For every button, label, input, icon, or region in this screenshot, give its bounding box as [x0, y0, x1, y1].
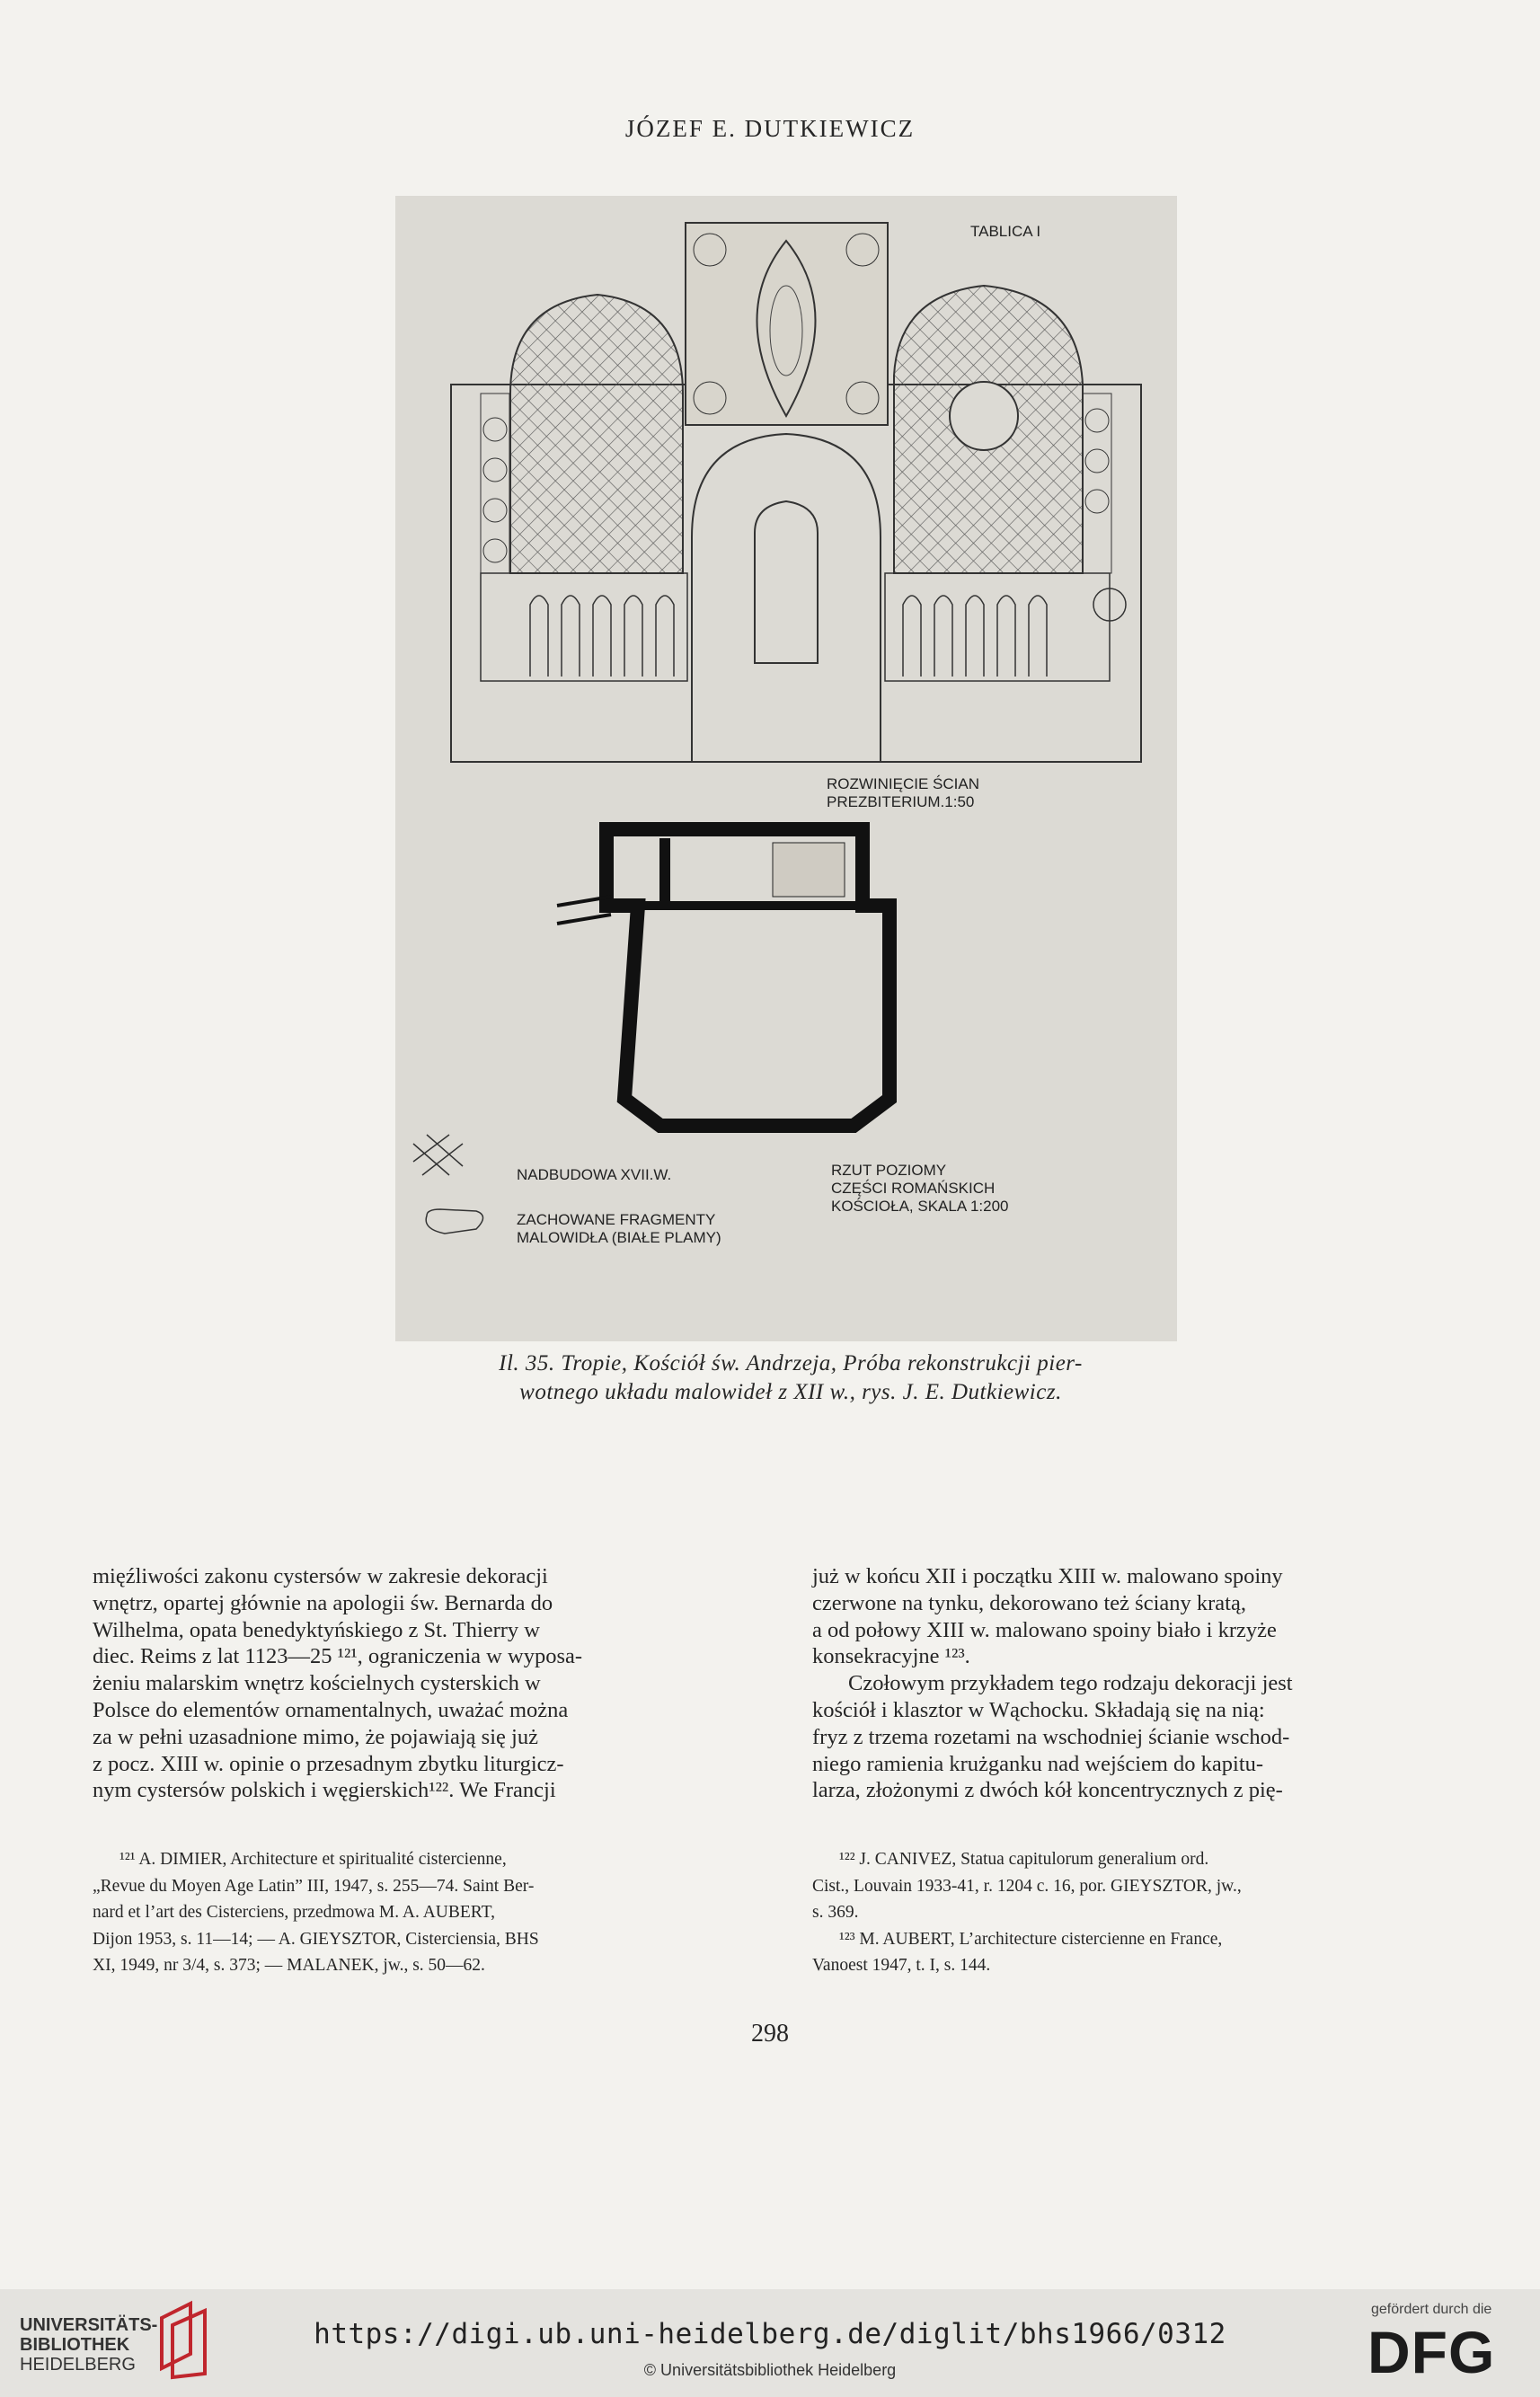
copyright-notice: © Universitätsbibliothek Heidelberg — [643, 2361, 897, 2379]
figure-plate — [395, 196, 1177, 1341]
text-line: Polsce do elementów ornamentalnych, uważać można — [93, 1697, 569, 1722]
caption-line: Il. 35. Tropie, Kościół św. Andrzeja, Próba rekonstrukcji pier- — [499, 1351, 1083, 1375]
text-line: larza, złożonymi z dwóch kół koncentrycznych z pię- — [812, 1778, 1283, 1803]
footnote-line: XI, 1949, nr 3/4, s. 373; — MALANEK, jw., s. 50—62. — [93, 1956, 485, 1975]
text-line: mięźliwości zakonu cystersów w zakresie dekoracji — [93, 1564, 548, 1588]
text-line: fryz z trzema rozetami na wschodniej ścianie wschod- — [812, 1724, 1290, 1749]
text-line: Wilhelma, opata benedyktyńskiego z St. Thierry w — [93, 1617, 540, 1642]
permalink-url[interactable]: https://digi.ub.uni-heidelberg.de/diglit/bhs1966/0312 — [314, 2318, 1226, 2350]
rose-window — [950, 382, 1018, 450]
text-line: a od połowy XIII w. malowano spoiny biało i krzyże — [812, 1617, 1277, 1642]
dfg-logo: DFG — [1367, 2319, 1496, 2385]
footnote-line: ¹²¹ A. DIMIER, Architecture et spiritualité cistercienne, — [119, 1850, 507, 1869]
legend-1: NADBUDOWA XVII.W. — [517, 1166, 672, 1183]
text-line: za w pełni uzasadnione mimo, że pojawiają się już — [93, 1724, 538, 1749]
footnote-line: Cist., Louvain 1933-41, r. 1204 c. 16, por. GIEYSZTOR, jw., — [812, 1876, 1242, 1896]
majestas-panel — [686, 223, 888, 425]
library-name-3: HEIDELBERG — [20, 2355, 136, 2375]
elevation-label-2: PREZBITERIUM.1:50 — [827, 793, 975, 810]
running-header: JÓZEF E. DUTKIEWICZ — [624, 115, 916, 142]
page-number: 298 — [751, 2020, 789, 2048]
legend-blob-swatch — [426, 1209, 482, 1234]
text-line: z pocz. XIII w. opinie o przesadnym zbytku liturgicz- — [93, 1751, 564, 1776]
footnote-line: s. 369. — [812, 1903, 859, 1922]
footnote-line: „Revue du Moyen Age Latin” III, 1947, s. 255—74. Saint Ber- — [93, 1876, 535, 1896]
footnotes-right — [812, 1846, 1495, 1979]
text-line: już w końcu XII i początku XIII w. malowano spoiny — [812, 1564, 1283, 1588]
left-column — [93, 1563, 771, 1804]
plan-label-3: KOŚCIOŁA, SKALA 1:200 — [831, 1198, 1009, 1215]
right-column — [812, 1563, 1495, 1804]
library-name-1: UNIVERSITÄTS- — [20, 2315, 158, 2335]
legend-2b: MALOWIDŁA (BIAŁE PLAMY) — [517, 1229, 721, 1246]
footnote-line: nard et l’art des Cisterciens, przedmowa M. A. AUBERT, — [93, 1903, 495, 1922]
left-vault — [510, 295, 683, 573]
text-line: kościół i klasztor w Wąchocku. Składają się na nią: — [812, 1697, 1265, 1722]
footnote-line: ¹²² J. CANIVEZ, Statua capitulorum generalium ord. — [839, 1850, 1209, 1869]
text-line: Czołowym przykładem tego rodzaju dekoracji jest — [848, 1671, 1293, 1696]
text-line: konsekracyjne ¹²³. — [812, 1644, 970, 1669]
elevation-label-1: ROZWINIĘCIE ŚCIAN — [827, 775, 980, 792]
reconstruction-drawing — [395, 196, 1177, 1341]
plan-label-1: RZUT POZIOMY — [831, 1162, 947, 1179]
caption-line: wotnego układu malowideł z XII w., rys. J. E. Dutkiewicz. — [519, 1380, 1062, 1404]
central-arch — [692, 434, 881, 762]
text-line: żeniu malarskim wnętrz kościelnych cysterskich w — [93, 1671, 541, 1696]
footnotes-left — [93, 1846, 771, 1979]
plate-title: TABLICA I — [970, 223, 1041, 240]
footnote-line: ¹²³ M. AUBERT, L’architecture cistercienne en France, — [839, 1929, 1223, 1949]
library-name-2: BIBLIOTHEK — [20, 2335, 130, 2355]
footnote-line: Dijon 1953, s. 11—14; — A. GIEYSZTOR, Cisterciensia, BHS — [93, 1929, 539, 1949]
legend-hatch-swatch — [413, 1135, 463, 1175]
text-line: niego ramienia krużganku nad wejściem do kapitu- — [812, 1751, 1264, 1776]
window — [755, 501, 818, 663]
figure-caption — [377, 1349, 1204, 1407]
footnote-line: Vanoest 1947, t. I, s. 144. — [812, 1956, 991, 1975]
text-line: diec. Reims z lat 1123—25 ¹²¹, ograniczenia w wyposa- — [93, 1644, 583, 1669]
text-line: czerwone na tynku, dekorowano też ściany kratą, — [812, 1590, 1246, 1615]
text-line: nym cystersów polskich i węgierskich¹²². We Francji — [93, 1778, 556, 1803]
text-line: wnętrz, opartej głównie na apologii św. Bernarda do — [93, 1590, 553, 1615]
floor-plan — [557, 829, 889, 1126]
legend-2a: ZACHOWANE FRAGMENTY — [517, 1211, 716, 1228]
sponsor-note: gefördert durch die — [1371, 2302, 1492, 2317]
plan-label-2: CZĘŚCI ROMAŃSKICH — [831, 1180, 996, 1197]
